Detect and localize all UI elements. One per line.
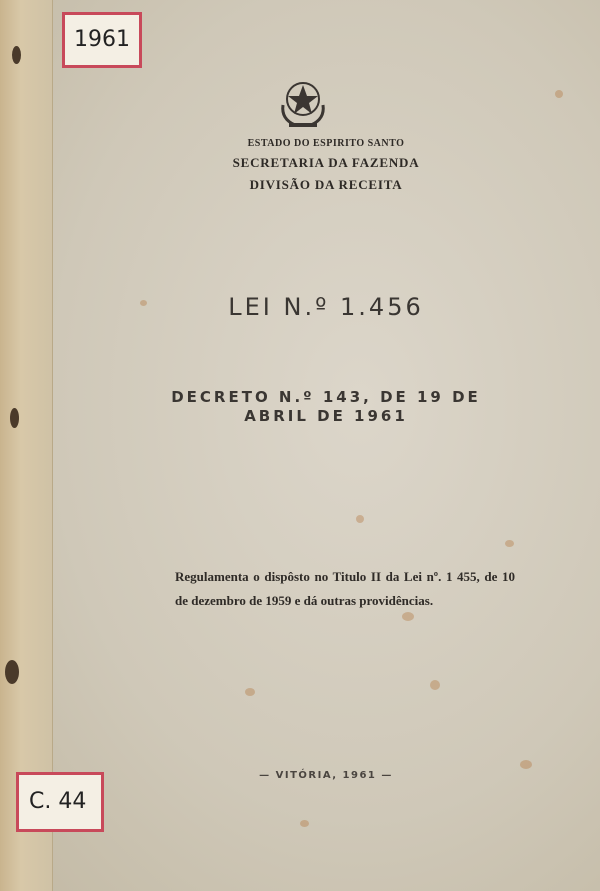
age-spot (245, 688, 255, 696)
binding-hole (10, 408, 19, 428)
book-spine (0, 0, 53, 891)
catalog-stamp-year (62, 12, 142, 68)
binding-hole (5, 660, 19, 684)
catalog-stamp-code (16, 772, 104, 832)
age-spot (505, 540, 514, 547)
decree-heading (52, 388, 600, 426)
footer-place-year: — VITÓRIA, 1961 — (259, 770, 393, 781)
decree-line-1: DECRETO N.º 143, DE 19 DE (171, 388, 481, 406)
age-spot (356, 515, 364, 523)
stamp-code-text: C. 44 (29, 789, 87, 814)
decree-line-2: ABRIL DE 1961 (244, 407, 408, 425)
header-state: ESTADO DO ESPIRITO SANTO (247, 138, 405, 149)
summary-paragraph: Regulamenta o dispôsto no Titulo II da Lei nº. 1 455, de 10 de dezembro de 1959 e dá outras providências. (175, 569, 515, 608)
age-spot (430, 680, 440, 690)
binding-hole (12, 46, 21, 64)
header-secretariat: SECRETARIA DA FAZENDA (232, 155, 420, 170)
header-division: DIVISÃO DA RECEITA (249, 177, 403, 192)
age-spot (555, 90, 563, 98)
stamp-year-text: 1961 (74, 27, 130, 52)
document-title: LEI N.º 1.456 (228, 293, 424, 321)
coat-of-arms-icon (277, 75, 329, 131)
age-spot (402, 612, 414, 621)
age-spot (520, 760, 532, 769)
age-spot (300, 820, 309, 827)
